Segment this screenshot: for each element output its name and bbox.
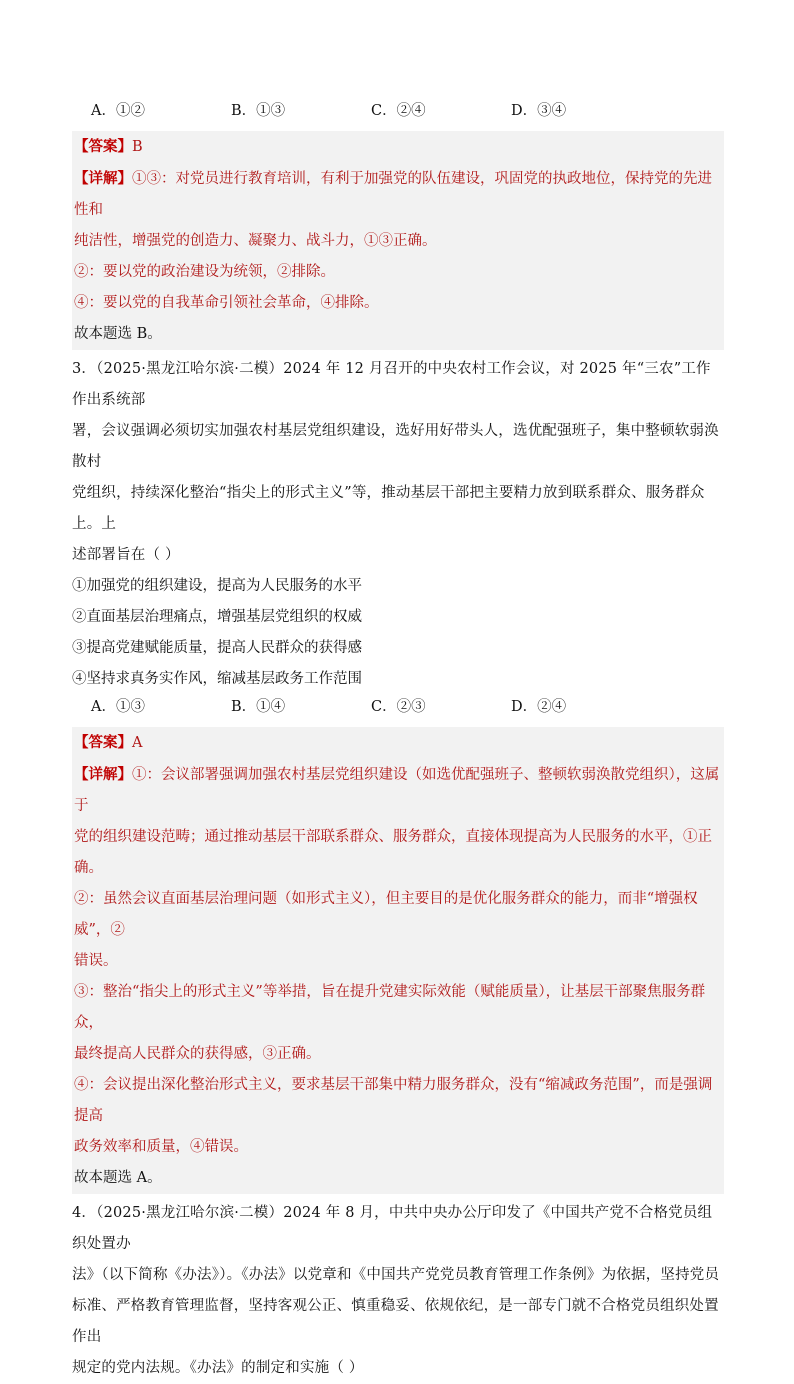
q3-statement-1: ①加强党的组织建设，提高为人民服务的水平 [72, 578, 362, 594]
q3-statement-3: ③提高党建赋能质量，提高人民群众的获得感 [72, 640, 362, 656]
q2-conclusion: 故本题选 B。 [74, 326, 162, 342]
q3-answer: 【答案】A [74, 734, 143, 751]
q3-option-d: D．②④ [511, 699, 567, 715]
q3-option-a: A．①③ [91, 699, 145, 715]
q3-detail-line-2: 党的组织建设范畴；通过推动基层干部联系群众、服务群众，直接体现提高为人民服务的水平，①正确。 [74, 829, 712, 876]
q3-detail-line-5: ③：整治“指尖上的形式主义”等举措，旨在提升党建实际效能（赋能质量），让基层干部聚焦服务群众， [74, 984, 706, 1031]
q3-detail-line-6: 最终提高人民群众的获得感，③正确。 [74, 1046, 321, 1062]
q4-stem-line-4: 规定的党内法规。《办法》的制定和实施（ ） [72, 1360, 364, 1376]
q3-conclusion: 故本题选 A。 [74, 1170, 162, 1186]
q3-detail-line-8: 政务效率和质量，④错误。 [74, 1139, 248, 1155]
q2-options [72, 100, 724, 122]
q4-stem-line-1: 4．（2025·黑龙江哈尔滨·二模）2024 年 8 月，中共中央办公厅印发了《中国共产党不合格党员组织处置办 [72, 1205, 713, 1252]
q3-stem [72, 354, 724, 571]
q3-detail-line-3: ②：虽然会议直面基层治理问题（如形式主义），但主要目的是优化服务群众的能力，而非“增强权威”，② [74, 891, 698, 938]
q2-detail-line-1: 【详解】①③：对党员进行教育培训，有利于加强党的队伍建设，巩固党的执政地位，保持党的先进性和 [74, 170, 712, 218]
q3-statements [72, 571, 724, 695]
q3-detail-line-4: 错误。 [74, 953, 118, 969]
q3-stem-line-3: 党组织，持续深化整治“指尖上的形式主义”等，推动基层干部把主要精力放到联系群众、服务群众上。上 [72, 485, 705, 532]
q2-option-d: D．③④ [511, 103, 567, 119]
q3-option-b: B．①④ [231, 699, 286, 715]
q2-detail-line-4: ④：要以党的自我革命引领社会革命，④排除。 [74, 295, 379, 311]
q4-stem [72, 1198, 724, 1384]
q3-detail-line-1: 【详解】①：会议部署强调加强农村基层党组织建设（如选优配强班子、整顿软弱涣散党组织），这属于 [74, 766, 720, 814]
q3-statement-4: ④坚持求真务实作风，缩减基层政务工作范围 [72, 671, 362, 687]
q4-stem-line-3: 标准、严格教育管理监督，坚持客观公正、慎重稳妥、依规依纪，是一部专门就不合格党员组织处置作出 [72, 1298, 719, 1345]
q2-detail-line-2: 纯洁性，增强党的创造力、凝聚力、战斗力，①③正确。 [74, 233, 437, 249]
q3-stem-line-4: 述部署旨在（ ） [72, 547, 180, 563]
q2-option-b: B．①③ [231, 103, 286, 119]
q3-detail-line-7: ④：会议提出深化整治形式主义，要求基层干部集中精力服务群众，没有“缩减政务范围”，而是强调提高 [74, 1077, 713, 1124]
q3-options [72, 696, 724, 718]
q2-detail-line-3: ②：要以党的政治建设为统领，②排除。 [74, 264, 335, 280]
q2-answer-block [72, 131, 724, 350]
q2-answer: 【答案】B [74, 138, 143, 155]
q2-option-c: C．②④ [371, 103, 426, 119]
q4-stem-line-2: 法》（以下简称《办法》）。《办法》以党章和《中国共产党党员教育管理工作条例》为依据，坚持党员 [72, 1267, 720, 1283]
q3-statement-2: ②直面基层治理痛点，增强基层党组织的权威 [72, 609, 362, 625]
q3-stem-line-1: 3．（2025·黑龙江哈尔滨·二模）2024 年 12 月召开的中央农村工作会议，对 2025 年“三农”工作作出系统部 [72, 361, 711, 408]
document-page [72, 100, 724, 1384]
q2-option-a: A．①② [91, 103, 145, 119]
q3-answer-block [72, 727, 724, 1194]
q3-stem-line-2: 署，会议强调必须切实加强农村基层党组织建设，选好用好带头人，选优配强班子，集中整顿软弱涣散村 [72, 423, 719, 470]
q3-option-c: C．②③ [371, 699, 426, 715]
